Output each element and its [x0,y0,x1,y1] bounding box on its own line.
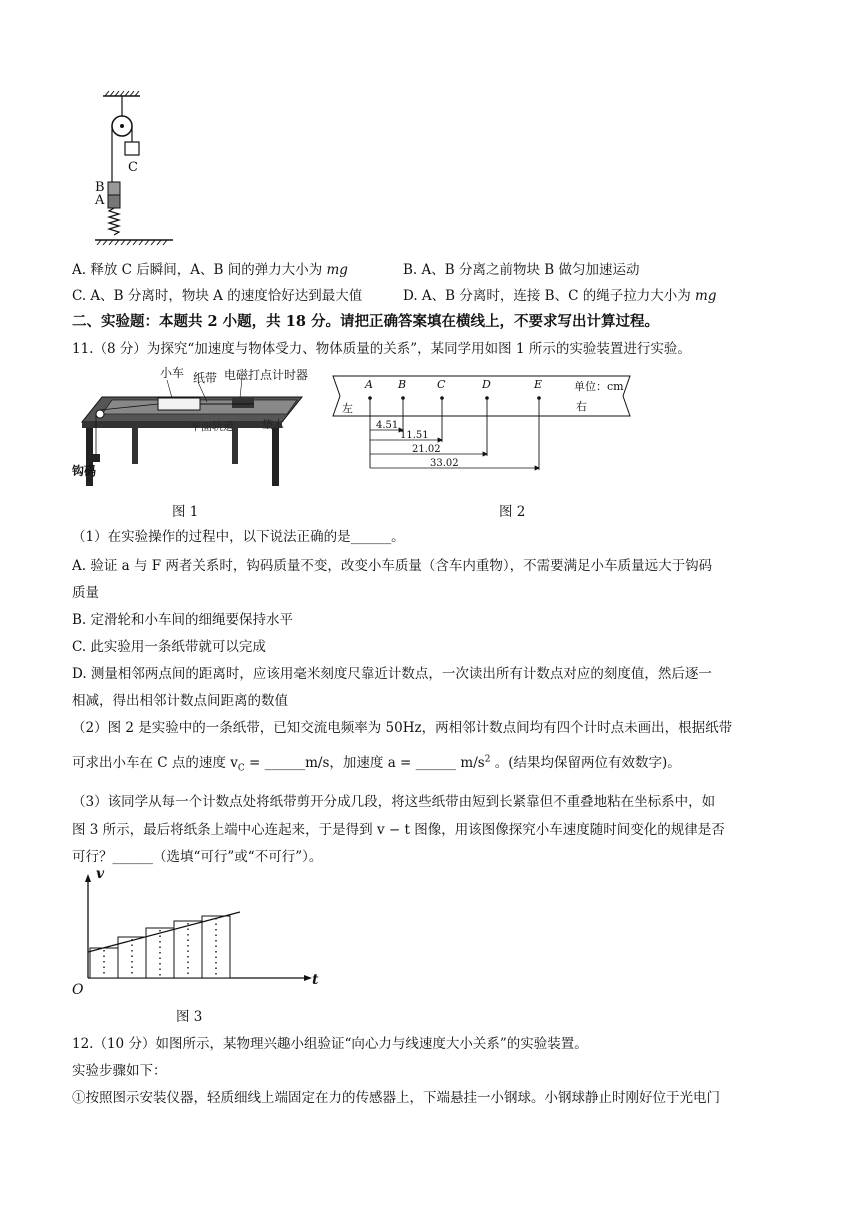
q12-stem: 12.（10 分）如图所示，某物理兴趣小组验证“向心力与线速度大小关系”的实验装置。 [72,1036,588,1052]
q12-steps-title: 实验步骤如下： [72,1063,167,1079]
fig2-unit: 单位：cm [574,380,624,393]
fig2-point-c: C [437,378,446,391]
fig1-cart-label: 小车 [160,366,185,380]
q11-part3-line3: 可行？______（选填“可行”或“不可行”）。 [72,849,323,865]
fig2-dist-ab: 4.51 [376,420,399,431]
q11-option-a-line2: 质量 [72,585,99,601]
fig2-dist-ae: 33.02 [430,458,459,469]
q11-part1: （1）在实验操作的过程中，以下说法正确的是______。 [72,529,405,545]
q10-option-a: A. 释放 C 后瞬间，A、B 间的弹力大小为 mg [72,262,348,278]
fig3-x-axis-label: t [312,972,319,988]
fig1-block-label: 垫木 [262,418,284,431]
spring [109,208,119,235]
q11-option-d-line1: D. 测量相邻两点间的距离时，应该用毫米刻度尺靠近计数点，一次读出所有计数点对应的刻度值，然后逐一 [72,666,712,682]
fig2-left: 左 [342,402,353,415]
q10-option-b: B. A、B 分离之前物块 B 做匀加速运动 [403,262,640,278]
fig3-y-axis-label: v [96,866,105,882]
label-c: C [128,160,138,175]
fig2-point-e: E [534,378,543,391]
fig2-point-a: A [365,378,373,391]
fig2-dist-ac: 11.51 [400,430,429,441]
figure-3-vt-graph [68,868,328,998]
q11-stem: 11.（8 分）为探究“加速度与物体受力、物体质量的关系”，某同学用如图 1 所示的实验装置进行实验。 [72,341,691,357]
block-a [108,195,120,208]
q11-part3-line1: （3）该同学从每一个计数点处将纸带剪开分成几段，将这些纸带由短到长紧靠但不重叠地粘在坐标系中，如 [72,794,716,810]
fig1-tape-label: 纸带 [193,371,218,385]
fig2-dist-ad: 21.02 [412,444,441,455]
q11-part3-line2: 图 3 所示，最后将纸条上端中心连起来，于是得到 v − t 图像，用该图像探究小车速度随时间变化的规律是否 [72,822,725,838]
q11-part2-line1: （2）图 2 是实验中的一条纸带，已知交流电频率为 50Hz，两相邻计数点间均有四个计时点未画出，根据纸带 [72,720,733,736]
fig1-caption: 图 1 [172,504,199,520]
fig1-weight-label: 钩码 [72,464,97,478]
fig3-origin-label: O [72,982,84,998]
block-c [125,142,139,155]
q11-option-d-line2: 相减，得出相邻计数点间距离的数值 [72,693,288,709]
q11-option-b: B. 定滑轮和小车间的细绳要保持水平 [72,612,294,628]
fig2-caption: 图 2 [499,504,526,520]
q11-option-c: C. 此实验用一条纸带就可以完成 [72,639,266,655]
q11-option-a-line1: A. 验证 a 与 F 两者关系时，钩码质量不变，改变小车质量（含车内重物），不需要满足小车质量远大于钩码 [72,558,713,574]
label-b: B [95,180,105,195]
section-heading: 二、实验题：本题共 2 小题，共 18 分。请把正确答案填在横线上，不要求写出计算过程。 [72,313,659,330]
label-a: A [95,193,105,208]
fig2-point-b: B [398,378,407,391]
q11-part2-line2: 可求出小车在 C 点的速度 $v_C$ = ______m/s，加速度 a = ______ $m/s^2$ 。(结果均保留两位有效数字)。 [72,754,681,774]
q10-option-c: C. A、B 分离时，物块 A 的速度恰好达到最大值 [72,288,363,304]
fig2-point-d: D [482,378,491,391]
fig2-right: 右 [576,400,587,413]
fig1-timer-label: 电磁打点计时器 [224,368,309,382]
fig3-caption: 图 3 [176,1009,203,1025]
fig1-track-label: 平面轨道 [190,420,234,433]
block-b [108,182,120,195]
q12-step1: ①按照图示安装仪器，轻质细线上端固定在力的传感器上，下端悬挂一小钢球。小钢球静止时刚好位于光电门 [72,1090,720,1106]
q10-option-d: D. A、B 分离时，连接 B、C 的绳子拉力大小为 mg [403,288,717,304]
